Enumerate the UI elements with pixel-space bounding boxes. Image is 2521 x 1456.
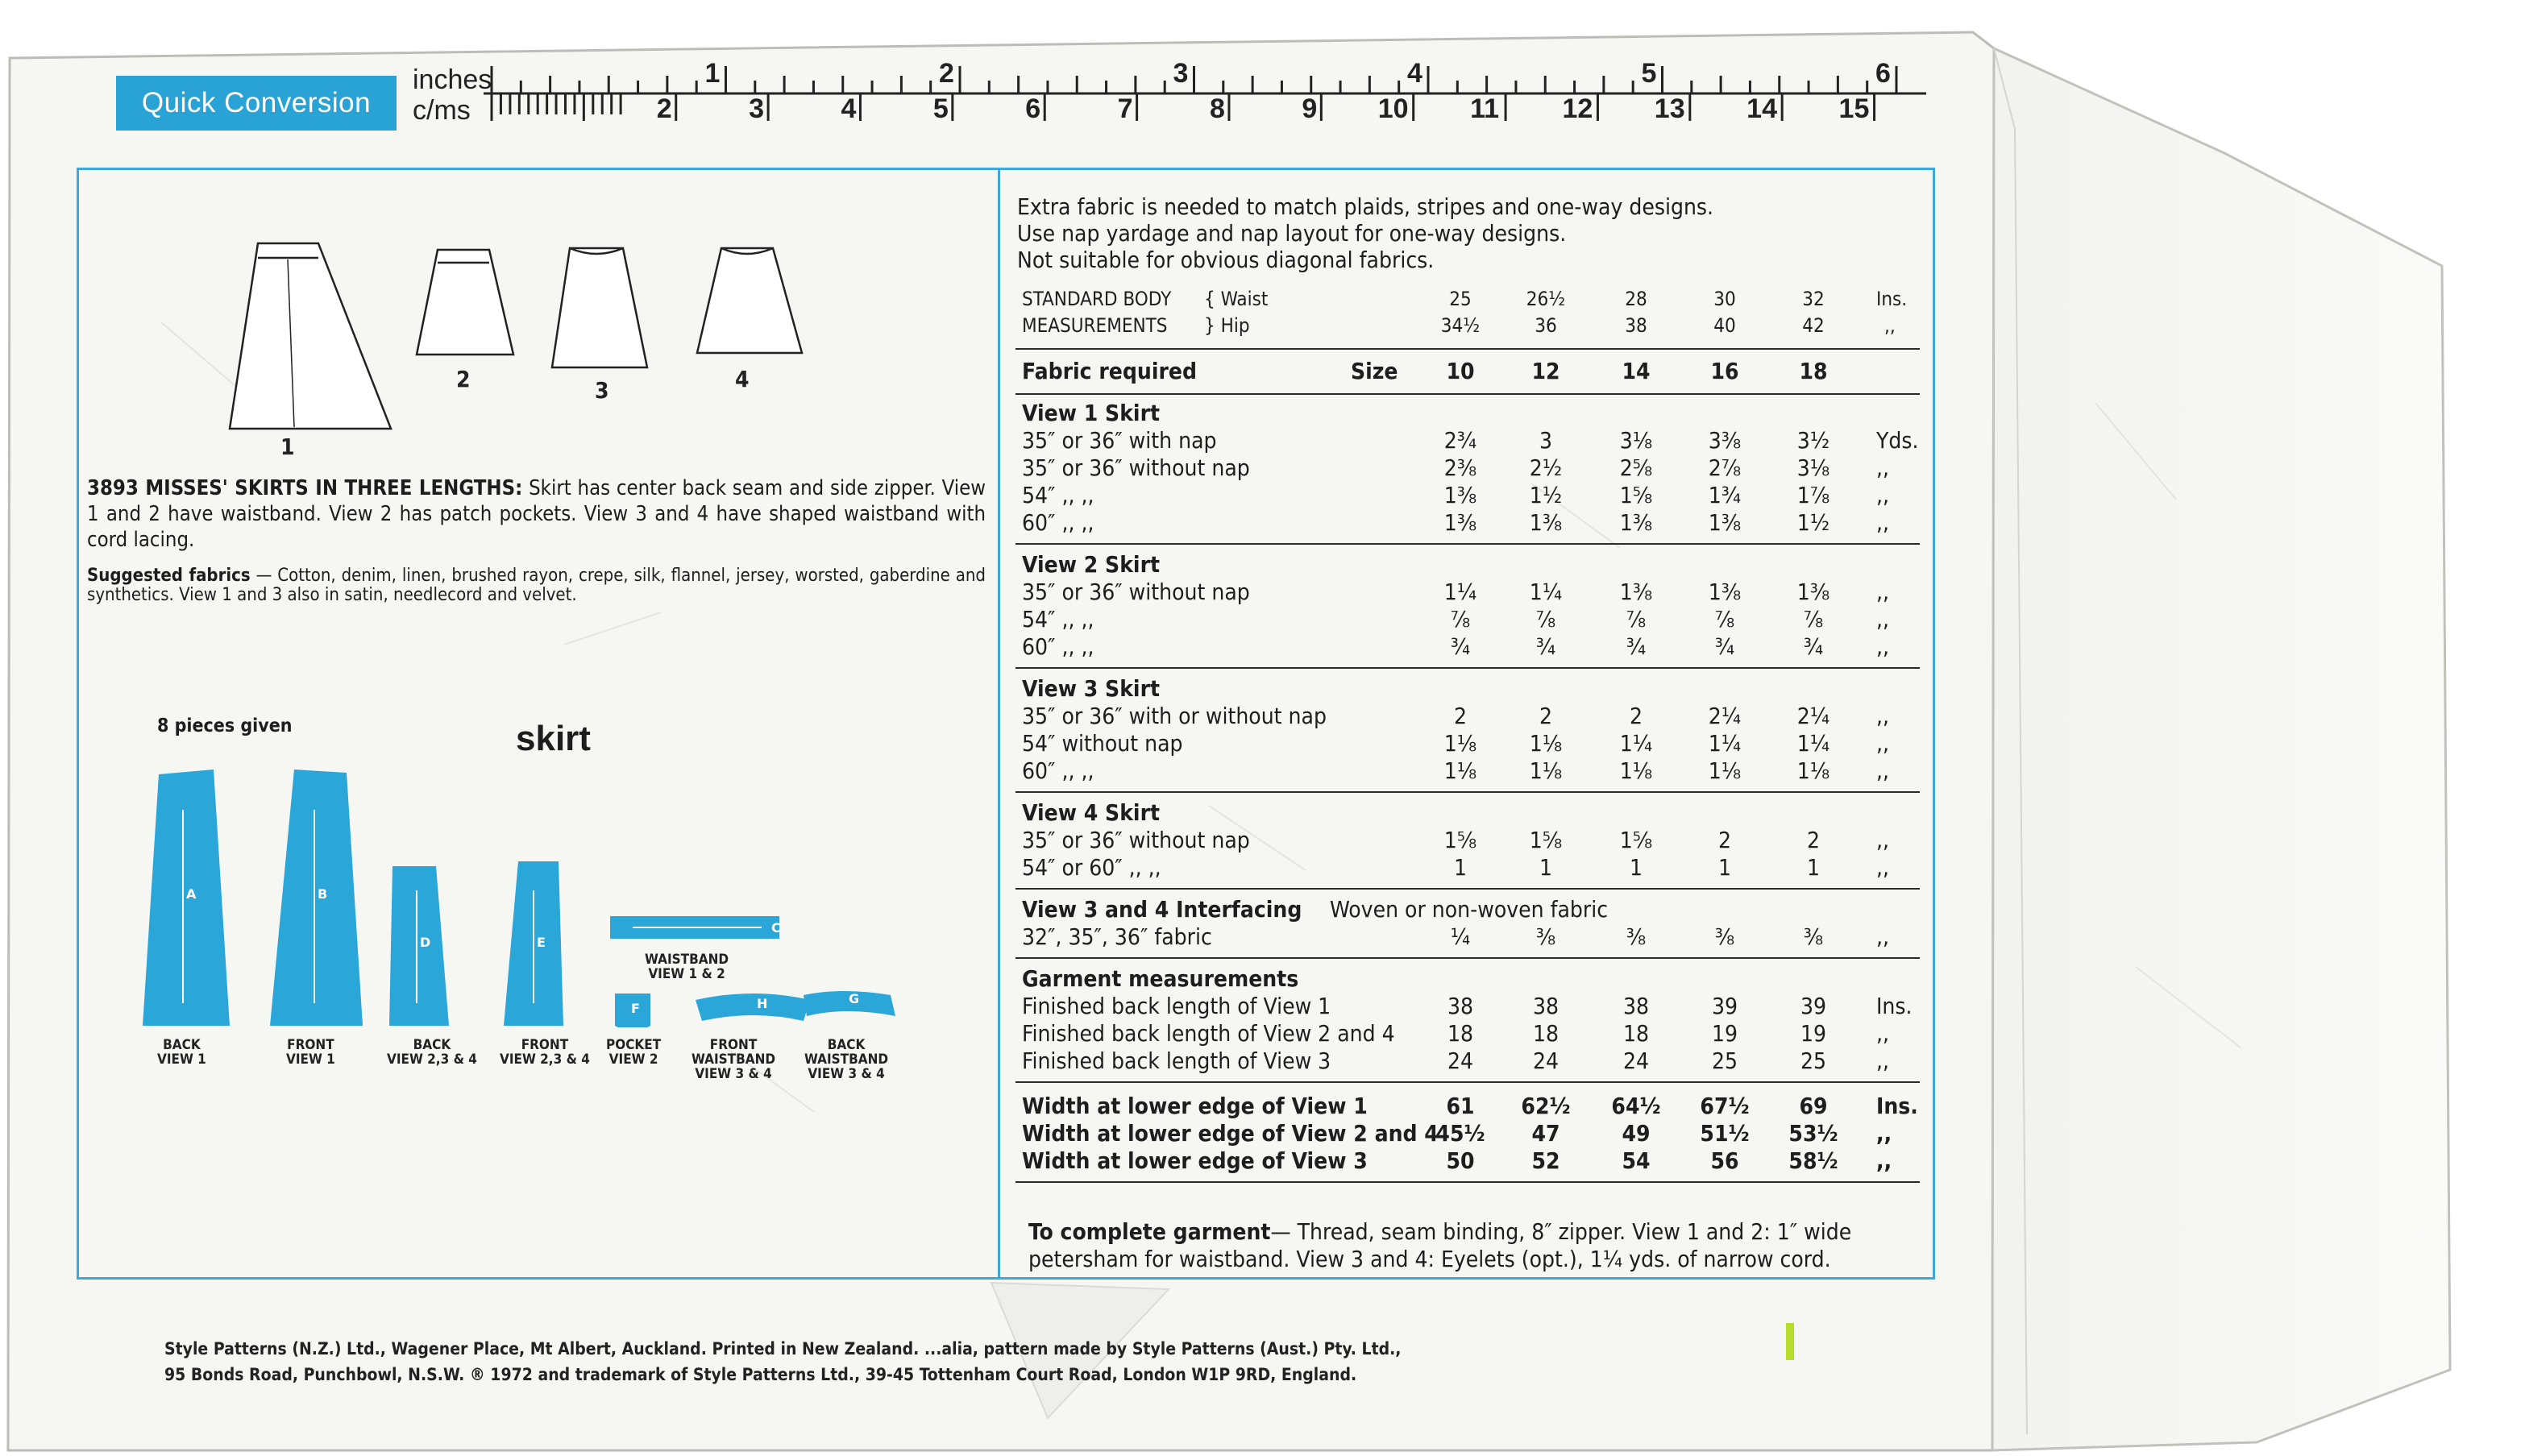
row-label: 32″, 35″, 36″ fabric [1022,923,1212,950]
cm-number: 6 [1025,93,1041,124]
cm-number: 2 [656,93,672,124]
hip-value: 36 [1535,314,1557,337]
row-value: 1⅛ [1529,730,1563,757]
section-subtitle: Woven or non-woven fabric [1330,896,1609,923]
size-header: 16 [1710,358,1739,384]
row-unit: Ins. [1876,993,1913,1019]
section-title: View 3 and 4 Interfacing [1022,896,1302,923]
piece-letter: A [186,886,197,902]
row-value: 1⅛ [1619,757,1653,784]
to-complete-label: To complete garment [1028,1218,1271,1245]
piece-caption: FRONT WAISTBAND VIEW 3 & 4 [692,1037,776,1082]
row-value: 38 [1532,993,1560,1019]
row-value: ⅞ [1714,606,1735,633]
waist-value: 32 [1802,288,1825,310]
row-value: 67½ [1700,1093,1750,1119]
green-mark [1786,1323,1794,1360]
waist-value: 28 [1625,288,1647,310]
piece-caption: POCKET VIEW 2 [606,1037,662,1068]
row-label: Width at lower edge of View 1 [1022,1093,1368,1119]
piece-front-waistband [696,993,810,1021]
publisher-footer [164,1336,1402,1388]
piece-caption: FRONT VIEW 1 [286,1037,335,1068]
waist-label: { Waist [1204,288,1269,310]
description-title: 3893 MISSES' SKIRTS IN THREE LENGTHS: [87,476,523,500]
row-label: 54″ or 60″ ,, ,, [1022,854,1161,881]
piece-letter: D [420,935,431,950]
section-rule [1015,791,1920,793]
body-measurements-label: MEASUREMENTS [1022,314,1168,337]
row-value: 39 [1800,993,1827,1019]
row-value: 2 [1806,827,1821,853]
row-value: 1⅜ [1443,509,1477,536]
row-value: 1⅜ [1619,579,1653,605]
table-rule [1015,348,1920,350]
row-value: 24 [1622,1047,1650,1074]
row-value: ⅞ [1803,606,1824,633]
row-value: 56 [1710,1147,1739,1174]
row-value: 2¼ [1708,703,1742,729]
piece-letter: E [537,935,546,950]
section-title: View 2 Skirt [1022,551,1161,578]
row-label: Finished back length of View 3 [1022,1047,1331,1074]
row-value: 53½ [1788,1120,1838,1147]
row-value: ¾ [1535,633,1556,660]
row-value: 1 [1717,854,1732,881]
cm-number: 7 [1117,93,1133,124]
row-value: ⅜ [1714,923,1735,950]
row-label: Width at lower edge of View 2 and 4 [1022,1120,1439,1147]
row-label: Finished back length of View 1 [1022,993,1331,1019]
waist-value: 26½ [1526,288,1566,310]
row-value: 1 [1806,854,1821,881]
column-divider [998,168,1000,1280]
row-label: Finished back length of View 2 and 4 [1022,1020,1395,1047]
row-value: 18 [1532,1020,1560,1047]
row-value: 1¼ [1443,579,1477,605]
row-value: 3 [1539,427,1553,454]
row-value: 1⅜ [1529,509,1563,536]
section-title: View 4 Skirt [1022,799,1161,826]
row-unit: ,, [1876,454,1889,481]
row-value: 64½ [1611,1093,1661,1119]
table-rule [1015,393,1920,395]
row-unit: ,, [1876,1147,1892,1174]
cm-number: 13 [1654,93,1685,124]
row-unit: ,, [1876,482,1889,508]
section-rule [1015,543,1920,545]
row-value: 2¼ [1796,703,1830,729]
row-value: ⅞ [1626,606,1647,633]
row-unit: ,, [1876,1020,1889,1047]
view-number-1: 1 [280,433,295,460]
row-value: 1¼ [1708,730,1742,757]
row-value: 1⅛ [1443,730,1477,757]
size-header: 12 [1531,358,1560,384]
row-value: 3⅛ [1796,454,1830,481]
row-value: 2⅝ [1619,454,1653,481]
pattern-description [87,475,986,553]
row-value: 2¾ [1443,427,1477,454]
row-value: 1⅜ [1708,509,1742,536]
cms-label: c/ms [413,95,471,126]
row-value: 2⅜ [1443,454,1477,481]
view-1-skirt-drawing [230,243,391,429]
inch-number: 6 [1875,58,1891,89]
to-complete-text: — Thread, seam binding, 8″ zipper. View 1 and 2: 1″ wide petersham for waistband. View 3 and 4: Eyelets (opt.), 1¼ yds. of narrow cord. [1028,1218,1852,1272]
row-value: 45½ [1435,1120,1485,1147]
row-value: 1 [1453,854,1468,881]
pattern-pieces-diagram [133,761,1020,1027]
row-unit: ,, [1876,633,1889,660]
row-label: 54″ without nap [1022,730,1183,757]
row-value: 1⅛ [1443,757,1477,784]
row-value: ⅜ [1626,923,1647,950]
row-label: 35″ or 36″ with or without nap [1022,703,1327,729]
inch-number: 5 [1641,58,1657,89]
piece-caption: BACK VIEW 1 [157,1037,206,1068]
hip-value: 40 [1713,314,1736,337]
suggested-fabrics [87,566,986,605]
cm-number: 3 [749,93,765,124]
row-value: 1⅞ [1796,482,1830,508]
row-value: 1⅛ [1708,757,1742,784]
pieces-heading: skirt [516,719,591,758]
section-rule [1015,1181,1920,1183]
row-value: 1 [1629,854,1643,881]
piece-caption-waistband: WAISTBAND VIEW 1 & 2 [645,952,729,982]
cm-number: 15 [1838,93,1870,124]
size-header: 14 [1622,358,1651,384]
row-label: 35″ or 36″ without nap [1022,579,1250,605]
hip-value: 42 [1802,314,1825,337]
row-value: ¾ [1803,633,1824,660]
row-unit: ,, [1876,703,1889,729]
row-value: 69 [1799,1093,1828,1119]
row-value: 1⅜ [1443,482,1477,508]
cm-number: 10 [1377,93,1409,124]
view-2-skirt-drawing [417,250,513,355]
row-value: ⅞ [1535,606,1556,633]
row-value: ¾ [1450,633,1471,660]
view-number-2: 2 [456,366,471,392]
row-value: 19 [1711,1020,1738,1047]
cm-number: 5 [932,93,949,124]
fabrics-text: — Cotton, denim, linen, brushed rayon, crepe, silk, flannel, jersey, worsted, gaberdine and synthetics. View 1 and 3 also in satin, needlecord and velvet. [87,566,986,605]
row-unit: ,, [1876,757,1889,784]
row-label: 60″ ,, ,, [1022,509,1094,536]
row-value: ¾ [1714,633,1735,660]
row-value: 25 [1800,1047,1827,1074]
row-value: 2 [1629,703,1643,729]
row-unit: ,, [1876,730,1889,757]
row-label: 60″ ,, ,, [1022,633,1094,660]
inch-number: 4 [1407,58,1422,89]
row-value: 1⅝ [1619,827,1653,853]
row-value: 1⅜ [1619,509,1653,536]
to-complete-garment [1028,1218,1925,1273]
note-line: Extra fabric is needed to match plaids, stripes and one-way designs. [1017,193,1714,220]
piece-letter: H [757,996,768,1011]
row-unit: ,, [1876,854,1889,881]
cm-number: 12 [1562,93,1593,124]
pieces-count: 8 pieces given [157,716,293,736]
row-unit: ,, [1876,606,1889,633]
cm-number: 4 [841,93,857,124]
row-value: 1⅝ [1529,827,1563,853]
row-value: 1¼ [1796,730,1830,757]
row-value: ¾ [1626,633,1647,660]
section-rule [1015,667,1920,669]
row-value: 1⅜ [1708,579,1742,605]
fabrics-label: Suggested fabrics [87,566,251,586]
row-value: 54 [1622,1147,1651,1174]
view-number-4: 4 [735,366,750,392]
fabric-required-label: Fabric required [1022,358,1198,384]
note-line: Not suitable for obvious diagonal fabrics. [1017,247,1435,273]
row-value: ⅜ [1535,923,1556,950]
cm-number: 9 [1302,93,1318,124]
cm-number: 14 [1746,93,1777,124]
inches-label: inches [413,64,492,95]
row-unit: ,, [1876,827,1889,853]
row-value: 2⅞ [1708,454,1742,481]
cm-number: 11 [1470,93,1500,124]
row-unit: ,, [1876,579,1889,605]
row-label: 35″ or 36″ with nap [1022,427,1217,454]
row-value: 1⅛ [1529,757,1563,784]
size-header: 18 [1799,358,1828,384]
section-title: View 3 Skirt [1022,675,1161,702]
row-value: 1¼ [1619,730,1653,757]
piece-caption: BACK VIEW 2,3 & 4 [387,1037,477,1068]
waist-value: 30 [1713,288,1736,310]
row-value: 62½ [1521,1093,1571,1119]
row-value: 1¼ [1529,579,1563,605]
row-value: 18 [1622,1020,1650,1047]
row-value: 3⅜ [1708,427,1742,454]
row-value: 18 [1447,1020,1474,1047]
row-value: 2 [1539,703,1553,729]
row-value: 2½ [1529,454,1563,481]
row-value: 19 [1800,1020,1827,1047]
section-rule [1015,888,1920,890]
row-value: 1⅜ [1796,579,1830,605]
row-value: 1 [1539,854,1553,881]
row-value: 50 [1446,1147,1475,1174]
piece-caption: BACK WAISTBAND VIEW 3 & 4 [804,1037,889,1082]
section-title: Garment measurements [1022,965,1299,992]
note-line: Use nap yardage and nap layout for one-way designs. [1017,220,1567,247]
body-unit: ,, [1884,314,1896,337]
footer-line-1: Style Patterns (N.Z.) Ltd., Wagener Place, Mt Albert, Auckland. Printed in New Zealand. ...alia, pattern made by Style Patterns (Aust.) Pty. Ltd., [164,1339,1402,1359]
row-unit: ,, [1876,1047,1889,1074]
row-value: ⅜ [1803,923,1824,950]
piece-letter: F [631,1001,640,1016]
quick-conversion-label: Quick Conversion [116,76,397,131]
row-value: 1⅝ [1619,482,1653,508]
body-unit: Ins. [1876,288,1908,310]
description-body: Skirt has center back seam and side zipper. View 1 and 2 have waistband. View 2 has patch pockets. View 3 and 4 have shaped waistband with cord lacing. [87,476,986,552]
view-4-skirt-drawing [697,248,802,353]
piece-letter: C [771,920,781,935]
row-value: 49 [1622,1120,1651,1147]
row-value: 2 [1453,703,1468,729]
row-unit: ,, [1876,923,1889,950]
row-value: 24 [1532,1047,1560,1074]
piece-letter: B [318,886,328,902]
hip-value: 38 [1625,314,1647,337]
waist-value: 25 [1449,288,1472,310]
section-rule [1015,957,1920,959]
row-label: 54″ ,, ,, [1022,482,1094,508]
row-value: 1½ [1796,509,1830,536]
fabric-notes [1017,193,1936,273]
size-header: 10 [1446,358,1475,384]
footer-line-2: 95 Bonds Road, Punchbowl, N.S.W. ® 1972 and trademark of Style Patterns Ltd., 39-45 Tottenham Court Road, London W1P 9RD, England. [164,1365,1357,1384]
cm-number: 8 [1209,93,1225,124]
row-value: ¼ [1450,923,1471,950]
row-value: 2 [1717,827,1732,853]
row-unit: Ins. [1876,1093,1918,1119]
section-rule [1015,1081,1920,1083]
row-value: 24 [1447,1047,1474,1074]
row-value: 1⅝ [1443,827,1477,853]
inch-number: 1 [704,58,721,89]
row-value: 1¾ [1708,482,1742,508]
row-value: 52 [1531,1147,1560,1174]
hip-label: } Hip [1204,314,1250,337]
inch-number: 2 [939,58,954,89]
piece-letter: G [849,991,860,1006]
row-label: 60″ ,, ,, [1022,757,1094,784]
hip-value: 34½ [1440,314,1481,337]
row-value: 51½ [1700,1120,1750,1147]
body-measurements-label: STANDARD BODY [1022,288,1172,310]
piece-caption: FRONT VIEW 2,3 & 4 [500,1037,590,1068]
row-unit: ,, [1876,1120,1892,1147]
row-label: 35″ or 36″ without nap [1022,827,1250,853]
row-value: 61 [1446,1093,1475,1119]
row-value: 3⅛ [1619,427,1653,454]
view-3-skirt-drawing [552,248,647,367]
piece-front-view-1 [270,769,363,1026]
row-value: 25 [1711,1047,1738,1074]
row-value: 38 [1622,993,1650,1019]
size-label: Size [1351,358,1398,384]
row-value: 1⅛ [1796,757,1830,784]
row-label: 35″ or 36″ without nap [1022,454,1250,481]
inch-number: 3 [1173,58,1189,89]
row-value: 3½ [1796,427,1830,454]
row-value: 47 [1531,1120,1560,1147]
view-number-3: 3 [595,377,609,404]
row-value: ⅞ [1450,606,1471,633]
row-value: 38 [1447,993,1474,1019]
row-unit: Yds. [1876,427,1919,454]
piece-back-view-234 [389,866,449,1026]
row-label: 54″ ,, ,, [1022,606,1094,633]
row-value: 1½ [1529,482,1563,508]
row-value: 39 [1711,993,1738,1019]
row-value: 58½ [1788,1147,1838,1174]
row-unit: ,, [1876,509,1889,536]
row-label: Width at lower edge of View 3 [1022,1147,1368,1174]
section-title: View 1 Skirt [1022,400,1161,426]
